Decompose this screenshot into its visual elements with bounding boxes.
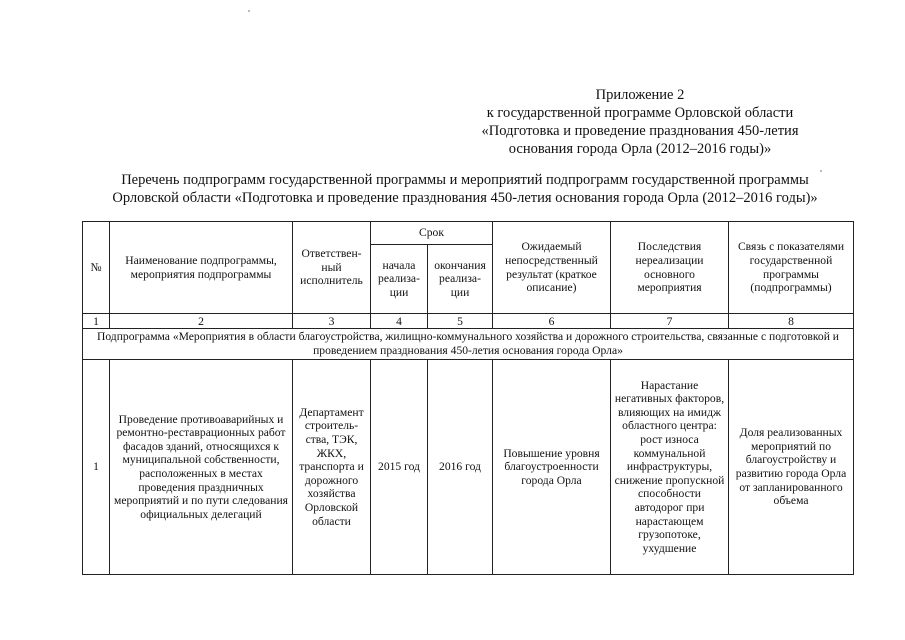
header-result: Ожидаемый непосредственный результат (краткое описание)	[493, 222, 611, 314]
table-header-row	[83, 222, 854, 245]
scan-speck	[248, 10, 250, 12]
column-number: 5	[428, 314, 493, 329]
header-term: Срок	[371, 222, 493, 245]
header-link: Связь с показателями государственной программы (подпрограммы)	[729, 222, 854, 314]
row-consequences: Нарастание негативных факторов, влияющих на имидж областного центра: рост износа коммунальной инфраструктуры, снижение пропускной способности автодорог при нарастающем грузопотоке, ухудшение	[611, 360, 729, 575]
column-number: 3	[293, 314, 371, 329]
row-end: 2016 год	[428, 360, 493, 575]
row-num: 1	[83, 360, 110, 575]
appendix-line: основания города Орла (2012–2016 годы)»	[508, 141, 772, 157]
row-start: 2015 год	[371, 360, 428, 575]
table-row	[83, 360, 854, 575]
appendix-line: «Подготовка и проведение празднования 450-летия	[481, 123, 799, 139]
header-num: №	[83, 222, 110, 314]
document-title	[60, 171, 870, 207]
column-number: 8	[729, 314, 854, 329]
column-number: 1	[83, 314, 110, 329]
header-executor: Ответствен-ный исполнитель	[293, 222, 371, 314]
column-number: 2	[110, 314, 293, 329]
appendix-line: Приложение 2	[595, 87, 685, 103]
header-name: Наименование подпрограммы, мероприятия подпрограммы	[110, 222, 293, 314]
title-line: Перечень подпрограмм государственной программы и мероприятий подпрограмм государственной программы	[121, 172, 809, 188]
header-end: окончания реализа-ции	[428, 245, 493, 314]
header-consequences: Последствия нереализации основного мероприятия	[611, 222, 729, 314]
row-name: Проведение противоаварийных и ремонтно-реставрационных работ фасадов зданий, относящихся к муниципальной собственности, расположенных в местах проведения праздничных мероприятий и по пути следования официальных делегаций	[110, 360, 293, 575]
title-line: Орловской области «Подготовка и проведение празднования 450-летия основания города Орла (2012–2016 годы)»	[112, 190, 818, 206]
appendix-header	[440, 86, 840, 158]
column-number: 4	[371, 314, 428, 329]
subprogram-row	[83, 329, 854, 360]
appendix-line: к государственной программе Орловской области	[486, 105, 794, 121]
row-link: Доля реализованных мероприятий по благоустройству и развитию города Орла от запланированного объема	[729, 360, 854, 575]
column-number-row	[83, 314, 854, 329]
subprogram-title: Подпрограмма «Мероприятия в области благоустройства, жилищно-коммунального хозяйства и дорожного строительства, связанные с подготовкой и проведением празднования 450-летия основания города Орла»	[83, 329, 854, 360]
row-result: Повышение уровня благоустроенности города Орла	[493, 360, 611, 575]
row-executor: Департамент строитель-ства, ТЭК, ЖКХ, транспорта и дорожного хозяйства Орловской области	[293, 360, 371, 575]
column-number: 6	[493, 314, 611, 329]
header-start: начала реализа-ции	[371, 245, 428, 314]
column-number: 7	[611, 314, 729, 329]
subprograms-table	[82, 221, 854, 575]
